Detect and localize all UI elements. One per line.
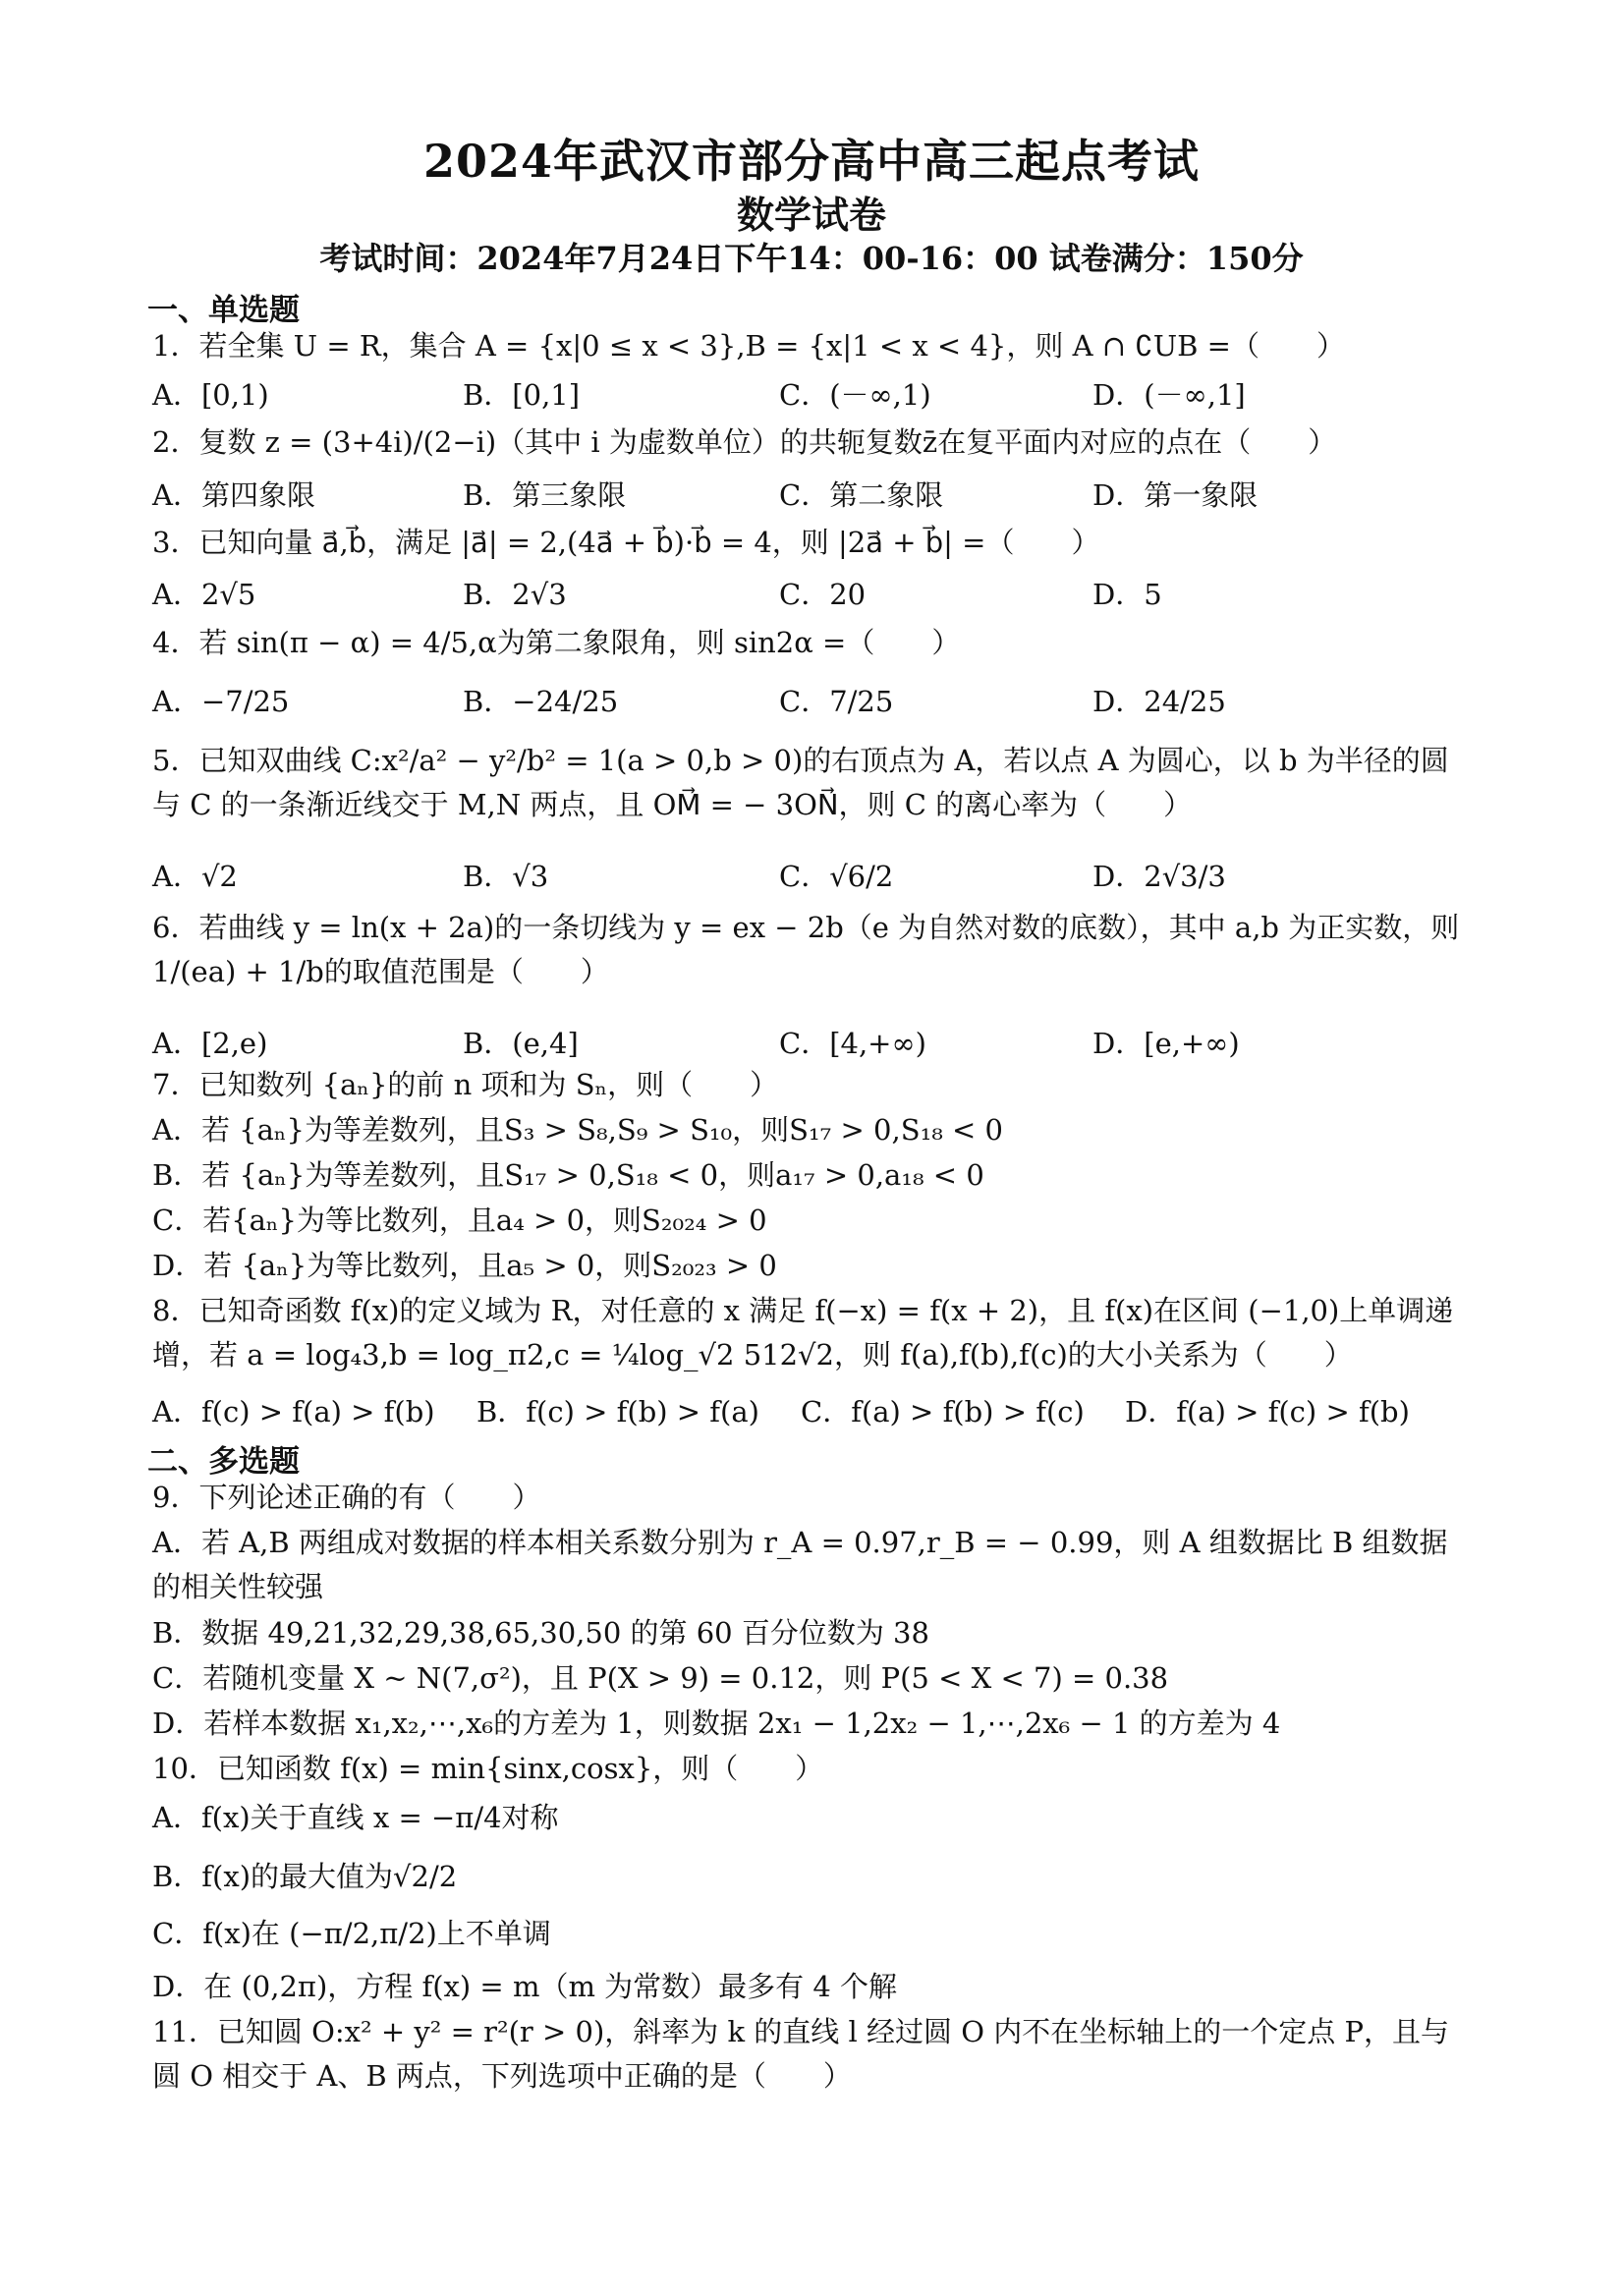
option-d: D．若 {aₙ}为等比数列，且a₅ > 0，则S₂₀₂₃ > 0	[152, 1249, 777, 1282]
option-a: A．−7/25	[152, 685, 290, 718]
question-5: 5．已知双曲线 C:x²/a² − y²/b² = 1(a > 0,b > 0)的右顶点为 A，若以点 A 为圆心，以 b 为半径的圆与 C 的一条渐近线交于 M,N 两点，且 OM⃗ = − 3ON⃗，则 C 的离心率为（ ）	[152, 744, 1449, 821]
option-a: A．若 A,B 两组成对数据的样本相关系数分别为 r_A = 0.97,r_B = − 0.99，则 A 组数据比 B 组数据的相关性较强	[152, 1526, 1448, 1603]
option-d: D．24/25	[1092, 685, 1226, 718]
question-3: 3．已知向量 a⃗,b⃗，满足 |a⃗| = 2,(4a⃗ + b⃗)·b⃗ = 4，则 |2a⃗ + b⃗| =（ ）	[152, 526, 1100, 559]
option-b: B．2√3	[463, 578, 567, 611]
question-8: 8．已知奇函数 f(x)的定义域为 R，对任意的 x 满足 f(−x) = f(x + 2)，且 f(x)在区间 (−1,0)上单调递增，若 a = log₄3,b = log_π2,c = ¼log_√2 512√2，则 f(a),f(b),f(c)的大小关系为（ ）	[152, 1294, 1454, 1372]
option-a: A．[2,e)	[152, 1027, 268, 1060]
option-d: D．5	[1092, 578, 1162, 611]
option-a: A．[0,1)	[152, 378, 269, 412]
option-a: A．2√5	[152, 578, 256, 611]
option-c: C．√6/2	[779, 860, 894, 893]
option-b: B．f(x)的最大值为√2/2	[152, 1860, 458, 1893]
question-1-options	[152, 373, 1474, 413]
option-d: D．2√3/3	[1092, 860, 1226, 893]
option-c: C．20	[779, 578, 867, 611]
question-5-options	[152, 855, 1474, 894]
exam-subtitle: 数学试卷	[736, 193, 886, 237]
option-b: B．f(c) > f(b) > f(a)	[476, 1395, 759, 1428]
option-c: C．7/25	[779, 685, 894, 718]
option-b: B．数据 49,21,32,29,38,65,30,50 的第 60 百分位数为 38	[152, 1616, 929, 1650]
option-a: A．f(c) > f(a) > f(b)	[152, 1395, 435, 1428]
question-4: 4．若 sin(π − α) = 4/5,α为第二象限角，则 sin2α =（ ）	[152, 626, 961, 659]
option-d: D．第一象限	[1092, 478, 1259, 512]
option-a: A．第四象限	[152, 478, 315, 512]
option-b: B．√3	[463, 860, 549, 893]
option-c: C．第二象限	[779, 478, 944, 512]
option-a: A．f(x)关于直线 x = −π/4对称	[152, 1801, 559, 1834]
option-b: B．若 {aₙ}为等差数列，且S₁₇ > 0,S₁₈ < 0，则a₁₇ > 0,a₁₈ < 0	[152, 1158, 984, 1192]
section-multiple-choice: 二、多选题	[147, 1444, 300, 1480]
option-b: B．[0,1]	[463, 378, 581, 412]
option-d: D．(－∞,1]	[1092, 378, 1246, 412]
exam-title: 2024年武汉市部分高中高三起点考试	[422, 135, 1201, 188]
exam-info: 考试时间：2024年7月24日下午14：00-16：00 试卷满分：150分	[319, 240, 1304, 277]
option-c: C．[4,+∞)	[779, 1027, 926, 1060]
option-d: D．f(a) > f(c) > f(b)	[1125, 1395, 1410, 1428]
question-11: 11．已知圆 O:x² + y² = r²(r > 0)，斜率为 k 的直线 l 经过圆 O 内不在坐标轴上的一个定点 P，且与圆 O 相交于 A、B 两点，下列选项中正确的是（ ）	[152, 2015, 1449, 2093]
question-4-options	[152, 680, 1474, 719]
option-c: C．f(a) > f(b) > f(c)	[801, 1395, 1085, 1428]
option-c: C．若{aₙ}为等比数列，且a₄ > 0，则S₂₀₂₄ > 0	[152, 1204, 767, 1237]
option-a: A．若 {aₙ}为等差数列，且S₃ > S₈,S₉ > S₁₀，则S₁₇ > 0,S₁₈ < 0	[152, 1113, 1004, 1147]
question-2-options	[152, 474, 1474, 513]
option-b: B．第三象限	[463, 478, 627, 512]
option-c: C．若随机变量 X ~ N(7,σ²)，且 P(X > 9) = 0.12，则 P(5 < X < 7) = 0.38	[152, 1661, 1169, 1695]
option-c: C．(－∞,1)	[779, 378, 931, 412]
question-6: 6．若曲线 y = ln(x + 2a)的一条切线为 y = ex − 2b（e 为自然对数的底数），其中 a,b 为正实数，则1/(ea) + 1/b的取值范围是（ ）	[152, 911, 1460, 988]
option-d: D．若样本数据 x₁,x₂,⋯,x₆的方差为 1，则数据 2x₁ − 1,2x₂ − 1,⋯,2x₆ − 1 的方差为 4	[152, 1707, 1281, 1740]
option-b: B．(e,4]	[463, 1027, 579, 1060]
option-b: B．−24/25	[463, 685, 619, 718]
option-d: D．在 (0,2π)，方程 f(x) = m（m 为常数）最多有 4 个解	[152, 1970, 898, 2003]
question-3-options	[152, 573, 1474, 612]
option-a: A．√2	[152, 860, 238, 893]
section-single-choice: 一、单选题	[147, 293, 300, 328]
question-8-options	[152, 1390, 1474, 1429]
question-9: 9．下列论述正确的有（ ）	[152, 1481, 541, 1514]
question-2: 2．复数 z = (3+4i)/(2−i)（其中 i 为虚数单位）的共轭复数z̄在复平面内对应的点在（ ）	[152, 425, 1337, 459]
option-c: C．f(x)在 (−π/2,π/2)上不单调	[152, 1917, 551, 1950]
question-1: 1．若全集 U = R，集合 A = {x|0 ≤ x < 3},B = {x|1 < x < 4}，则 A ∩ ∁UB =（ ）	[152, 329, 1345, 363]
question-10: 10．已知函数 f(x) = min{sinx,cosx}，则（ ）	[152, 1752, 824, 1785]
question-6-options	[152, 1022, 1474, 1061]
question-7: 7．已知数列 {aₙ}的前 n 项和为 Sₙ，则（ ）	[152, 1068, 779, 1101]
option-d: D．[e,+∞)	[1092, 1027, 1240, 1060]
